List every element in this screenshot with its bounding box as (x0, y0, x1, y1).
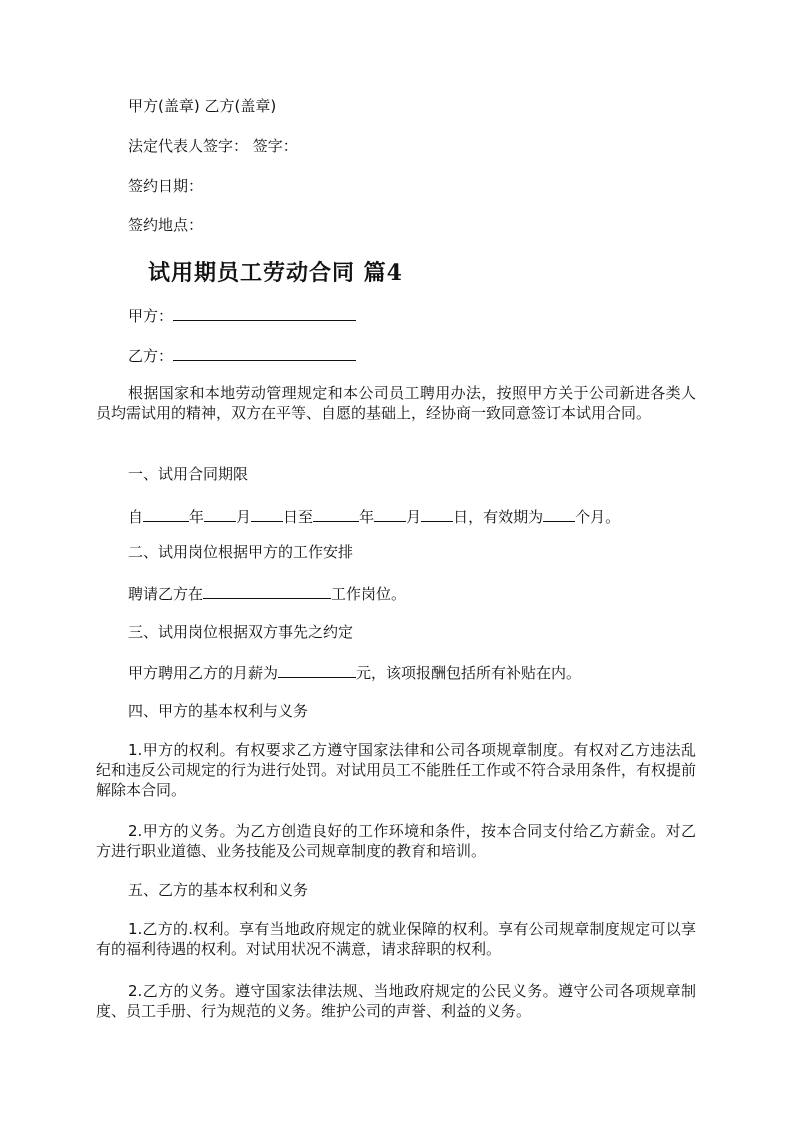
post-blank (203, 582, 331, 599)
term-year-1: 年 (189, 508, 205, 526)
end-year-blank (313, 505, 359, 522)
term-from: 自 (128, 508, 144, 526)
term-months-end: 个月。 (575, 508, 621, 526)
term-month-1: 月 (236, 508, 252, 526)
salary-suffix: 元，该项报酬包括所有补贴在内。 (356, 664, 582, 682)
party-b-duties-paragraph: 2.乙方的义务。遵守国家法律法规、当地政府规定的公民义务。遵守公司各项规章制度、员工手册、行为规范的义务。维护公司的声誉、利益的义务。 (96, 982, 696, 1020)
contract-title: 试用期员工劳动合同 篇4 (148, 260, 403, 286)
term-year-2: 年 (359, 508, 375, 526)
end-month-blank (374, 505, 406, 522)
intro-paragraph: 根据国家和本地劳动管理规定和本公司员工聘用办法，按照甲方关于公司新进各类人员均需试用的精神，双方在平等、自愿的基础上，经协商一致同意签订本试用合同。 (96, 384, 696, 422)
term-line (128, 505, 620, 527)
legal-rep-signature-line: 法定代表人签字： 签字： (128, 137, 298, 155)
start-year-blank (143, 505, 189, 522)
party-a-label: 甲方： (128, 307, 174, 325)
sign-date-line: 签约日期： (128, 177, 204, 195)
salary-prefix: 甲方聘用乙方的月薪为 (128, 664, 279, 682)
party-b-blank (173, 344, 356, 361)
start-month-blank (204, 505, 236, 522)
post-prefix: 聘请乙方在 (128, 585, 204, 603)
section-3-heading: 三、试用岗位根据双方事先之约定 (128, 623, 354, 641)
party-seals-line: 甲方(盖章) 乙方(盖章) (128, 97, 277, 115)
sign-place-line: 签约地点： (128, 216, 204, 234)
start-day-blank (251, 505, 283, 522)
party-a-rights-paragraph: 1.甲方的权利。有权要求乙方遵守国家法律和公司各项规章制度。有权对乙方违法乱纪和违反公司规定的行为进行处罚。对试用员工不能胜任工作或不符合录用条件，有权提前解除本合同。 (96, 741, 697, 799)
months-blank (543, 505, 575, 522)
post-line (128, 582, 406, 604)
section-5-heading: 五、乙方的基本权利和义务 (128, 881, 309, 899)
section-1-heading: 一、试用合同期限 (128, 465, 249, 483)
party-b-rights-paragraph: 1.乙方的.权利。享有当地政府规定的就业保障的权利。享有公司规章制度规定可以享有的福利待遇的权利。对试用状况不满意，请求辞职的权利。 (96, 920, 696, 958)
term-month-2: 月 (406, 508, 422, 526)
post-suffix: 工作岗位。 (331, 585, 407, 603)
section-2-heading: 二、试用岗位根据甲方的工作安排 (128, 543, 354, 561)
party-a-duties-paragraph: 2.甲方的义务。为乙方创造良好的工作环境和条件，按本合同支付给乙方薪金。对乙方进行职业道德、业务技能及公司规章制度的教育和培训。 (96, 822, 696, 860)
term-day-to: 日至 (283, 508, 314, 526)
salary-line (128, 661, 581, 683)
party-b-line (128, 344, 356, 366)
end-day-blank (421, 505, 453, 522)
term-day-valid: 日，有效期为 (453, 508, 544, 526)
party-b-label: 乙方： (128, 347, 174, 365)
section-4-heading: 四、甲方的基本权利与义务 (128, 702, 309, 720)
salary-blank (278, 661, 356, 678)
party-a-line (128, 304, 356, 326)
party-a-blank (173, 304, 356, 321)
